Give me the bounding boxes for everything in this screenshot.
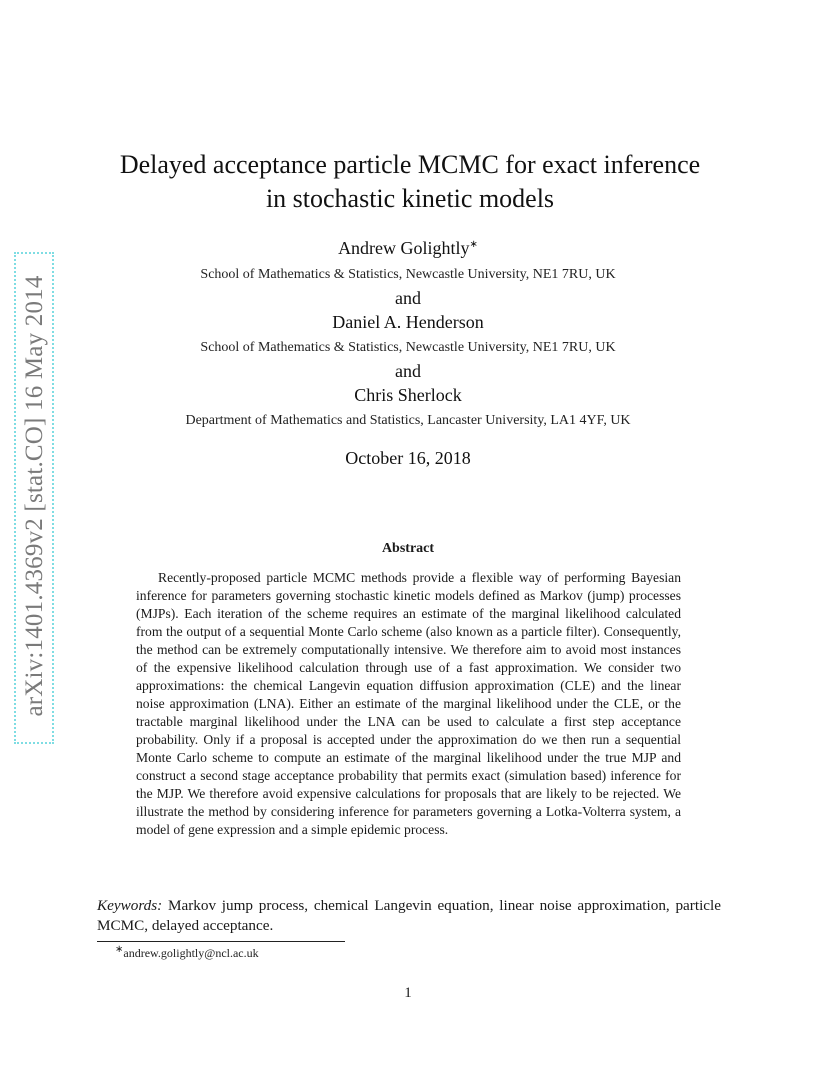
keywords-label: Keywords: — [97, 897, 163, 914]
arxiv-stamp: arXiv:1401.4369v2 [stat.CO] 16 May 2014 — [21, 275, 48, 717]
author-affiliation: School of Mathematics & Statistics, Newcastle University, NE1 7RU, UK — [200, 267, 616, 282]
footnote-divider — [97, 941, 345, 942]
page-number: 1 — [404, 985, 412, 1001]
author-name: Andrew Golightly∗ — [338, 238, 478, 258]
keywords — [97, 896, 721, 936]
footnote-marker: ∗ — [115, 944, 124, 955]
paper-title — [80, 148, 740, 216]
author-affiliation: School of Mathematics & Statistics, Newcastle University, NE1 7RU, UK — [200, 340, 616, 355]
footnote — [115, 946, 259, 961]
title-line: in stochastic kinetic models — [265, 184, 555, 213]
keywords-text: Markov jump process, chemical Langevin equation, linear noise approximation, particle MCMC, delayed acceptance. — [97, 897, 721, 934]
abstract-body: Recently-proposed particle MCMC methods provide a flexible way of performing Bayesian inference for parameters governing stochastic kinetic models defined as Markov (jump) processes (MJPs). Each iteration of the scheme requires an estimate of the marginal likelihood calculated from the output of a sequential Monte Carlo scheme (also known as a particle filter). Consequently, the method can be extremely computationally intensive. We therefore aim to avoid most instances of the expensive likelihood calculation through use of a fast approximation. We consider two approximations: the chemical Langevin equation diffusion approximation (CLE) and the linear noise approximation (LNA). Either an estimate of the marginal likelihood under the CLE, or the tractable marginal likelihood under the LNA can be used to calculate a first step acceptance probability. Only if a proposal is accepted under the approximation do we then run a sequential Monte Carlo scheme to compute an estimate of the marginal likelihood under the true MJP and construct a second stage acceptance probability that permits exact (simulation based) inference for the MJP. We therefore avoid expensive calculations for proposals that are likely to be rejected. We illustrate the method by considering inference for parameters governing a Lotka-Volterra system, a model of gene expression and a simple epidemic process. — [136, 570, 681, 837]
author-footnote-marker: ∗ — [469, 239, 478, 250]
and-separator: and — [395, 288, 421, 308]
and-separator: and — [395, 361, 421, 381]
author-affiliation: Department of Mathematics and Statistics, Lancaster University, LA1 4YF, UK — [185, 413, 631, 428]
paper-date: October 16, 2018 — [345, 448, 471, 468]
author-name: Chris Sherlock — [354, 385, 462, 405]
abstract-heading: Abstract — [381, 541, 435, 556]
title-line: Delayed acceptance particle MCMC for exact inference — [119, 150, 701, 179]
footnote-email: andrew.golightly@ncl.ac.uk — [123, 946, 259, 960]
author-name: Daniel A. Henderson — [332, 312, 484, 332]
